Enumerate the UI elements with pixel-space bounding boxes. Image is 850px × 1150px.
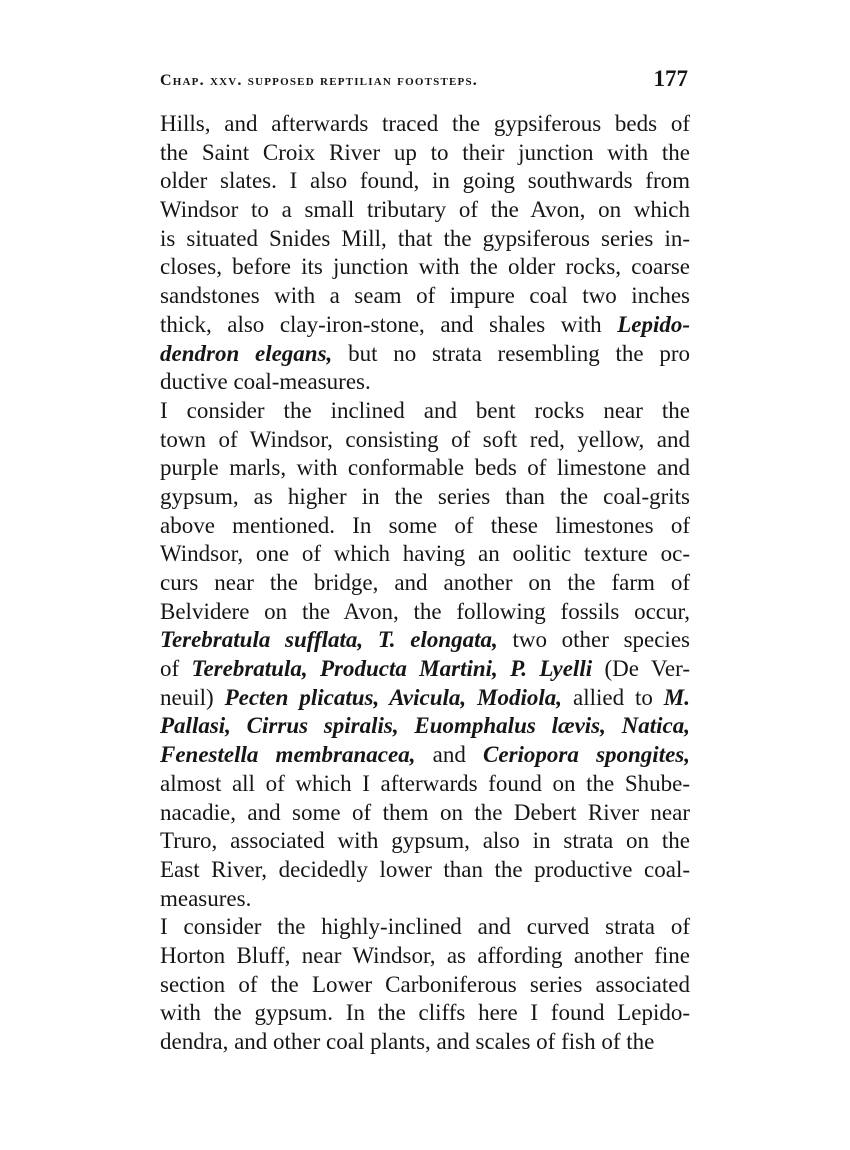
- text-line: [160, 569, 690, 598]
- text-run: purple marls, with conformable beds of limestone and: [160, 455, 690, 481]
- text-line: [160, 426, 690, 455]
- text-line: [160, 282, 690, 311]
- text-line: [160, 626, 690, 655]
- text-run: thick, also clay-iron-stone, and shales with: [160, 311, 618, 337]
- paragraph: [160, 913, 690, 1056]
- body-text: [160, 110, 690, 1057]
- text-run: of: [160, 656, 192, 682]
- text-run: allied to: [562, 684, 664, 710]
- paragraph: [160, 110, 690, 397]
- italic-run: Pecten plicatus, Avicula, Modiola,: [224, 684, 563, 710]
- text-line: [160, 368, 690, 397]
- text-line: [160, 1028, 690, 1057]
- text-run: town of Windsor, consisting of soft red, yellow, and: [160, 426, 690, 452]
- text-line: [160, 712, 690, 741]
- text-line: [160, 856, 690, 885]
- text-line: [160, 110, 690, 139]
- text-run: Windsor, one of which having an oolitic texture oc-: [160, 541, 690, 567]
- text-run: Horton Bluff, near Windsor, as affording another fine: [160, 942, 690, 968]
- text-line: [160, 971, 690, 1000]
- italic-run: dendron elegans,: [160, 340, 333, 366]
- text-run: neuil): [160, 684, 225, 710]
- text-run: gypsum, as higher in the series than the coal-grits: [160, 483, 690, 509]
- text-line: [160, 167, 690, 196]
- text-run: sandstones with a seam of impure coal two inches: [160, 283, 690, 309]
- text-line: [160, 454, 690, 483]
- italic-run: M.: [663, 684, 690, 710]
- text-run: I consider the inclined and bent rocks near the: [160, 397, 690, 423]
- text-run: older slates. I also found, in going southwards from: [160, 168, 690, 194]
- text-run: above mentioned. In some of these limestones of: [160, 512, 690, 538]
- text-line: [160, 340, 690, 369]
- text-line: [160, 885, 690, 914]
- page-header: [160, 66, 688, 96]
- text-line: [160, 253, 690, 282]
- text-run: closes, before its junction with the older rocks, coarse: [160, 254, 690, 280]
- text-run: ductive coal-measures.: [160, 369, 371, 395]
- text-line: [160, 397, 690, 426]
- text-line: [160, 999, 690, 1028]
- text-run: Belvidere on the Avon, the following fossils occur,: [160, 598, 690, 624]
- text-run: I consider the highly-inclined and curved strata of: [160, 914, 690, 940]
- text-run: dendra, and other coal plants, and scales of fish of the: [160, 1029, 655, 1054]
- text-line: [160, 913, 690, 942]
- text-line: [160, 512, 690, 541]
- page-number: 177: [653, 66, 688, 91]
- text-run: Truro, associated with gypsum, also in strata on the: [160, 828, 690, 854]
- italic-run: Pallasi, Cirrus spiralis, Euomphalus lævis, Natica,: [160, 713, 690, 739]
- text-line: [160, 770, 690, 799]
- text-line: [160, 483, 690, 512]
- text-run: almost all of which I afterwards found on the Shube-: [160, 770, 690, 796]
- paragraph: [160, 397, 690, 913]
- text-run: is situated Snides Mill, that the gypsiferous series in-: [160, 225, 690, 251]
- text-run: curs near the bridge, and another on the farm of: [160, 570, 690, 595]
- running-head: Chap. xxv. supposed reptilian footsteps.: [160, 72, 478, 89]
- text-run: section of the Lower Carboniferous series associated: [160, 971, 690, 997]
- text-line: [160, 196, 690, 225]
- italic-run: Terebratula sufflata, T. elongata,: [160, 627, 498, 653]
- text-run: (De Ver-: [592, 656, 690, 682]
- text-run: with the gypsum. In the cliffs here I found Lepido-: [160, 1000, 690, 1026]
- text-line: [160, 311, 690, 340]
- text-line: [160, 684, 690, 713]
- text-line: [160, 942, 690, 971]
- text-run: but no strata resembling the pro: [332, 340, 691, 366]
- text-line: [160, 799, 690, 828]
- text-line: [160, 741, 690, 770]
- text-run: two other species: [497, 627, 690, 653]
- text-line: [160, 540, 690, 569]
- text-line: [160, 225, 690, 254]
- text-line: [160, 598, 690, 627]
- text-run: the Saint Croix River up to their junction with the: [160, 139, 690, 165]
- text-line: [160, 655, 690, 684]
- text-line: [160, 139, 690, 168]
- text-run: measures.: [160, 885, 252, 911]
- text-line: [160, 827, 690, 856]
- italic-run: Lepido-: [617, 311, 690, 337]
- italic-run: Ceriopora spongites,: [483, 742, 690, 768]
- text-run: and: [415, 742, 484, 768]
- text-run: Windsor to a small tributary of the Avon, on which: [160, 197, 690, 223]
- text-run: East River, decidedly lower than the productive coal-: [160, 856, 690, 882]
- italic-run: Terebratula, Producta Martini, P. Lyelli: [191, 656, 593, 682]
- text-run: nacadie, and some of them on the Debert River near: [160, 799, 690, 825]
- text-run: Hills, and afterwards traced the gypsiferous beds of: [160, 111, 690, 136]
- italic-run: Fenestella membranacea,: [160, 742, 416, 768]
